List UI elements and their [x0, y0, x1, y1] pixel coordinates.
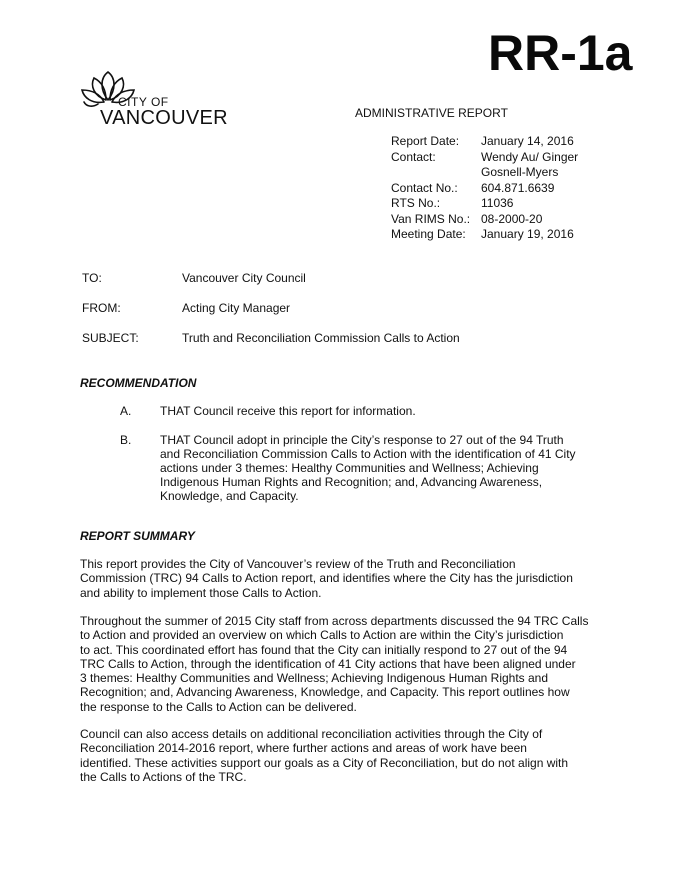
meta-label: Van RIMS No.:	[391, 211, 471, 226]
meta-row-contact	[391, 150, 591, 181]
meta-value: January 19, 2016	[481, 227, 574, 241]
text-line: the Calls to Actions of the TRC.	[80, 769, 247, 784]
text-line: Throughout the summer of 2015 City staff from across departments discussed the 94 TRC Calls	[80, 614, 589, 628]
meta-row-rts-no	[391, 196, 591, 212]
meta-value: 08-2000-20	[481, 211, 543, 226]
meta-label: Report Date:	[391, 134, 460, 148]
meta-value: 11036	[481, 196, 514, 210]
text-line: Council can also access details on additional reconciliation activities through the City of	[80, 727, 543, 741]
text-line: and Reconciliation Commission Calls to Action with the identification of 41 City	[160, 447, 576, 461]
summary-paragraph	[80, 557, 600, 600]
text-line: This report provides the City of Vancouver’s review of the Truth and Reconciliation	[80, 557, 516, 571]
meta-label: Contact No.:	[391, 180, 458, 195]
meta-row-van-rims-no	[391, 212, 591, 228]
recommendation-text	[160, 404, 600, 418]
text-line: Recognition; and, Advancing Awareness, Knowledge, and Capacity. This report outlines how	[80, 685, 570, 700]
header-label: SUBJECT:	[82, 331, 139, 345]
meta-row-report-date	[391, 134, 591, 150]
meta-value-line: Wendy Au/ Ginger	[481, 149, 579, 164]
header-label: TO:	[82, 271, 102, 285]
report-summary-heading: REPORT SUMMARY	[80, 529, 195, 543]
header-to	[82, 271, 306, 285]
recommendation-item-b	[120, 433, 600, 503]
text-line: Commission (TRC) 94 Calls to Action report, and identifies where the City has the jurisdiction	[80, 571, 573, 586]
document-id: RR-1a	[488, 25, 633, 81]
text-line: identified. These activities support our goals as a City of Reconciliation, but do not align with	[80, 755, 569, 770]
meta-value: January 14, 2016	[481, 134, 574, 148]
meta-row-meeting-date	[391, 227, 591, 243]
text-line: 3 themes: Healthy Communities and Wellness; Achieving Indigenous Human Rights and	[80, 671, 549, 686]
meta-value	[481, 150, 591, 181]
recommendation-heading: RECOMMENDATION	[80, 376, 197, 390]
report-metadata	[391, 134, 591, 243]
header-value: Vancouver City Council	[182, 271, 306, 285]
header-value: Acting City Manager	[182, 301, 291, 315]
meta-label: Meeting Date:	[391, 227, 466, 241]
text-line: THAT Council receive this report for information.	[160, 404, 416, 418]
report-type: ADMINISTRATIVE REPORT	[355, 106, 508, 120]
text-line: TRC Calls to Action, through the identification of 41 City actions that have been aligned under	[80, 656, 576, 671]
text-line: to act. This coordinated effort has found that the City can initially respond to 27 out of the 94	[80, 642, 568, 657]
text-line: to Action and provided an overview on which Calls to Action are within the City’s jurisdiction	[80, 628, 564, 643]
header-from	[82, 301, 290, 315]
logo-line-2: VANCOUVER	[100, 107, 228, 129]
meta-value: 604.871.6639	[481, 180, 555, 195]
text-line: Knowledge, and Capacity.	[160, 489, 299, 503]
summary-paragraph	[80, 614, 600, 714]
header-subject	[82, 331, 460, 345]
text-line: and ability to implement those Calls to Action.	[80, 585, 322, 600]
city-of-vancouver-logo	[78, 68, 238, 132]
meta-value-line: Gosnell-Myers	[481, 165, 559, 179]
recommendation-item-a	[120, 404, 600, 418]
text-line: actions under 3 themes: Healthy Communities and Wellness; Achieving	[160, 461, 539, 475]
summary-paragraph	[80, 727, 600, 784]
meta-label: RTS No.:	[391, 196, 441, 210]
text-line: THAT Council adopt in principle the City’s response to 27 out of the 94 Truth	[160, 433, 564, 447]
recommendation-letter: B.	[120, 433, 132, 447]
text-line: Indigenous Human Rights and Recognition; and, Advancing Awareness,	[160, 475, 543, 489]
text-line: Reconciliation 2014-2016 report, where further actions and areas of work have been	[80, 741, 527, 756]
meta-label: Contact:	[391, 149, 436, 164]
recommendation-letter: A.	[120, 404, 132, 418]
logo-line-1: CITY OF	[118, 95, 169, 109]
header-label: FROM:	[82, 301, 121, 315]
text-line: the response to the Calls to Action can be delivered.	[80, 699, 357, 714]
header-value: Truth and Reconciliation Commission Calls to Action	[182, 331, 460, 345]
recommendation-text	[160, 433, 600, 503]
meta-row-contact-no	[391, 181, 591, 197]
